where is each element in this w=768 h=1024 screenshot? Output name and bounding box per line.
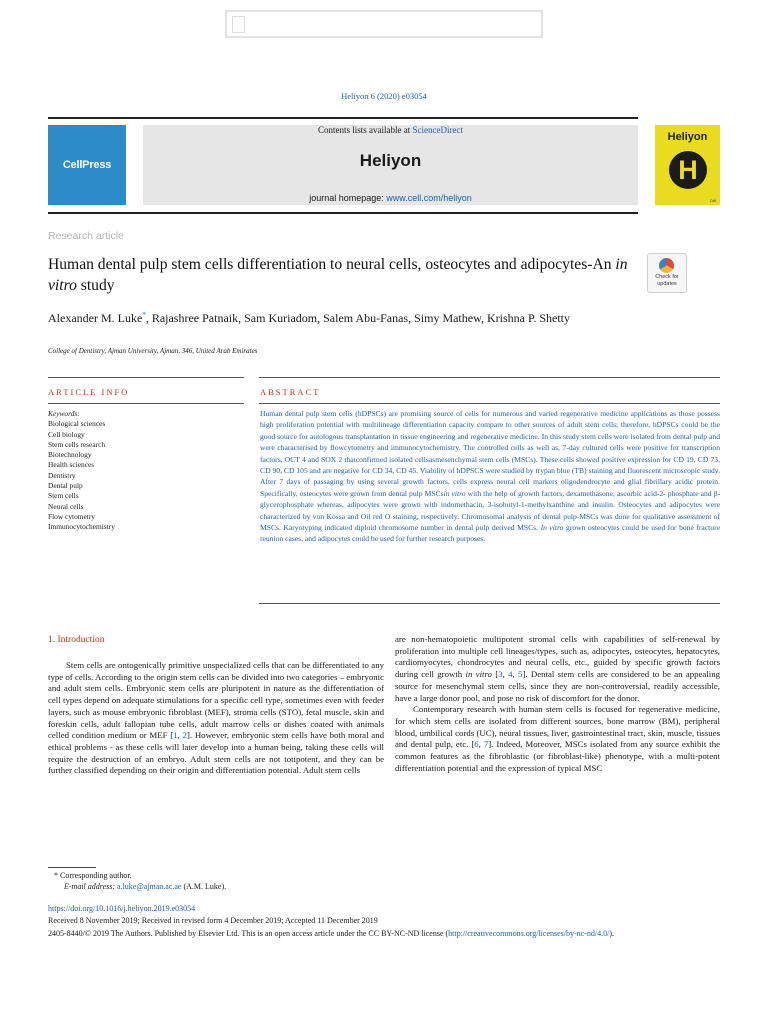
section-heading-introduction: 1. Introduction — [48, 635, 105, 645]
paragraph-text: are non-hematopoietic multipotent stromal cells with capabilities of self-renewal by proliferation into multiple cell lineages/types, such as, adipocytes, osteocytes, hepatocytes, cardiomyocytes, chondrocytes and neural cells, etc., guided by specific growth factors during cell growth — [395, 634, 720, 680]
citation-link[interactable]: 5 — [518, 669, 523, 680]
check-updates-icon — [659, 258, 674, 273]
cellpress-logo-text: CellPress — [62, 159, 112, 171]
abstract-text-3: grown osteocytes could be used for bone fracture reunion cases, and adipocytes could be used for further research purposes. — [260, 523, 720, 544]
journal-cover-image[interactable] — [655, 125, 720, 205]
header-bottom-rule — [48, 212, 638, 214]
sciencedirect-link[interactable]: ScienceDirect — [412, 125, 463, 135]
footnote-rule — [48, 867, 96, 868]
keyword: Stem cells research — [48, 439, 106, 449]
received-dates: Received 8 November 2019; Received in revised form 4 December 2019; Accepted 11 December 2019 — [48, 916, 378, 925]
citation-link[interactable]: 3 — [498, 669, 503, 680]
abstract-rule — [259, 403, 720, 404]
cellpress-logo[interactable] — [48, 125, 126, 205]
article-info-rule — [48, 403, 244, 404]
paragraph: Contemporary research with human stem cells is focused for regenerative medicine, for which stem cells are isolated from different sources, bone marrow (BM), peripheral blood, umbilical cords (UC), neural tissues, liver, gastrointestinal tract, skin, muscle, tissues and dental pulp, etc. [6, 7]. Indeed, Moreover, MSCs isolated from any source exhibit the common features as the fibroblastic (or fibroblast-like) phenotype, with a multi-potent differentiation potential and the expression of typical MSC — [395, 704, 720, 773]
citation-link[interactable]: 1 — [173, 730, 178, 741]
journal-name: Heliyon — [359, 151, 422, 170]
check-for-updates-badge[interactable] — [647, 253, 687, 293]
abstract-text-2: with the help of growth factors, dexamethasone, ascorbic acid-2- phosphate and β-glycerophosphate whereas, adipocytes were grown with indomethacin, 3-isobutyl-1-methylxanthine and insulin. Osteocytes and adipocytes were characterized by von Kossa and Oil red O staining, respectively. Chromosomal analysis of dental pulp-MSCs was done for qualitative assessment of MSCs. Karyotyping indicated diploid chromosome number in dental pulp derived MSCs. — [260, 488, 721, 533]
abstract-italic-2: In vitro — [540, 523, 564, 533]
paragraph-text: ]. Dental stem cells are considered to be an appealing source for mesenchymal stem cells, since they are non-controversial, readily accessible, have a large donor pool, and pose no risk of discomfort for the donor. — [395, 669, 721, 703]
title-part-2: study — [76, 277, 115, 294]
license-text: 2405-8440/© 2019 The Authors. Published by Elsevier Ltd. This is an open access article under the CC BY-NC-ND license ( — [48, 929, 449, 938]
placeholder-icon — [232, 16, 245, 33]
other-authors: , Rajashree Patnaik, Sam Kuriadom, Salem Abu-Fanas, Simy Mathew, Krishna P. Shetty — [145, 311, 570, 325]
heliyon-h-icon — [669, 151, 707, 189]
corresponding-author-note: * Corresponding author. — [54, 871, 132, 880]
contents-available-line — [143, 125, 638, 135]
first-author: Alexander M. Luke — [48, 311, 143, 325]
title-italic: in vitro — [48, 256, 628, 294]
check-updates-label: Check for updates — [655, 274, 679, 287]
license-link[interactable]: http://creativecommons.org/licenses/by-nc-nd/4.0/ — [448, 929, 610, 938]
email-footnote — [64, 882, 226, 891]
citation-link[interactable]: 2 — [182, 730, 187, 741]
keyword: Flow cytometry — [48, 511, 96, 521]
keyword: Health sciences — [48, 460, 95, 470]
abstract-italic-1: in vitro — [443, 488, 466, 498]
keyword: Neural cells — [48, 501, 84, 511]
keyword: Cell biology — [48, 429, 85, 439]
author-list — [48, 307, 648, 326]
citation-link[interactable]: 6 — [474, 739, 479, 750]
homepage-link[interactable]: www.cell.com/heliyon — [386, 193, 472, 203]
paragraph-text: [ — [491, 669, 499, 680]
corresponding-author-mark[interactable]: * — [142, 311, 146, 319]
doi-link[interactable]: https://doi.org/10.1016/j.heliyon.2019.e03054 — [48, 904, 196, 913]
abstract-heading: ABSTRACT — [260, 387, 321, 397]
keyword: Biotechnology — [48, 450, 92, 460]
cover-title: Heliyon — [667, 131, 708, 143]
keyword: Biological sciences — [48, 419, 106, 429]
article-title — [48, 254, 638, 296]
keyword: Dental pulp — [48, 481, 83, 491]
right-column — [395, 634, 720, 774]
article-type: Research article — [48, 230, 124, 242]
journal-homepage-line — [143, 193, 638, 203]
abstract-bottom-rule — [259, 603, 720, 604]
abstract-text — [260, 408, 720, 545]
paragraph: Stem cells are ontogenically primitive unspecialized cells that can be differentiated to any type of cells. According to the origin stem cells can be divided into two categories – embryonic and adult stem cells. Embryonic stem cells are pluripotent in nature as the differentiation of cell types depend on adequate stimulations for a specific cell type, sometimes even with feeder layers, such as mouse embryonic fibroblast (MEF), stroma cells (STO), fetal muscle, skin and foreskin cells, adult fallopian tube cells, adult marrow cells or dishes coated with animals celled condition medium or MEF [1, 2]. However, embryonic stem cells have both moral and ethical problems - as these cells will later develop into a human being, taking these cells will require the destruction of an embryo. Adult stem cells are not totipotent, and they can be further classified depending on their origin and differentiation potential. Adult stem cells — [48, 660, 384, 776]
top-placeholder-frame — [225, 10, 543, 38]
paragraph-text: Contemporary research with human stem cells is focused for regenerative medicine, for which stem cells are isolated from different sources, bone marrow (BM), peripheral blood, umbilical cords (UC), neural tissues, liver, gastrointestinal tract, skin, muscle, tissues and dental pulp, etc. [ — [395, 704, 720, 750]
keywords-label: Keywords: — [48, 409, 80, 418]
abstract-text-1: Human dental pulp stem cells (hDPSCs) are promising source of cells for numerous and varied regenerative medicine applications as those possess high proliferation potential with multilineage differentiation capacity compare to other sources of adult stem cells; therefore, hDPSCs could be the good source for autologous transplantation in tissue engineering and regenerative medicine. In this study stem cells were isolated from dental pulp and were characterised by flowcytometry and immunocytochemistry. The controlled cells as well as, 7-day cultured cells were positive for transcription factors, OCT 4 and SOX 2 thatconfirmed isolated cellsasmesenchymal stem cells (MSCs). These cells showed positive expression for CD 19, CD 73, CD 90, CD 105 and are negative for CD 34, CD 45. Viability of hDPSCS were studied by trypan blue (TB) staining and fluorescent microscopic study. After 7 days of passaging by using several growth factors, cells express neural cell markers oligodendrocyte and glial fibrillary acidic protein. Specifically, osteocytes were grown from dental pulp MSCs — [260, 409, 720, 498]
paragraph-italic: in vitro — [465, 669, 492, 680]
header-top-rule — [48, 117, 638, 119]
keyword: Immunocytochemistry — [48, 522, 115, 532]
left-column — [48, 660, 384, 777]
keyword: Dentistry — [48, 470, 76, 480]
paragraph: are non-hematopoietic multipotent stromal cells with capabilities of self-renewal by proliferation into multiple cell lineages/types, such as, adipocytes, osteocytes, hepatocytes, cardiomyocytes, chondrocytes and neural cells, etc., guided by specific growth factors during cell growth in vitro [3, 4, 5]. Dental stem cells are considered to be an appealing source for mesenchymal stem cells, since they are non-controversial, readily accessible, have a large donor pool, and pose no risk of discomfort for the donor. — [395, 634, 721, 703]
email-suffix: (A.M. Luke). — [181, 882, 227, 891]
license-end: ). — [609, 929, 614, 938]
paragraph-text: Stem cells are ontogenically primitive unspecialized cells that can be differentiated to any type of cells. According to the origin stem cells can be divided into two categories – embryonic and adult stem cells. Embryonic stem cells are pluripotent in nature as the differentiation of cell types depend on adequate stimulations for a specific cell type, sometimes even with feeder layers, such as mouse embryonic fibroblast (MEF), stroma cells (STO), fetal muscle, skin and foreskin cells, adult fallopian tube cells, adult marrow cells or dishes coated with animals celled condition medium or MEF [ — [48, 660, 384, 741]
title-part-1: Human dental pulp stem cells differentiation to neural cells, osteocytes and adipocytes-An — [48, 256, 616, 273]
license-statement — [48, 928, 720, 940]
keywords-block — [48, 409, 115, 533]
paragraph-text: ]. However, embryonic stem cells have both moral and ethical problems - as these cells will later develop into a human being, taking these cells will require the destruction of an embryo. Adult stem cells are not totipotent, and they can be further classified depending on their origin and differentiation potential. Adult stem cells — [48, 730, 384, 776]
citation-link[interactable]: 4 — [508, 669, 513, 680]
cover-footer: Cell — [709, 199, 716, 203]
keyword: Stem cells — [48, 491, 79, 501]
article-info-top-rule — [48, 377, 244, 378]
cover-letter: H — [678, 154, 698, 185]
paragraph-text: ]. Indeed, Moreover, MSCs isolated from any source exhibit the common features as the fibroblastic (or fibroblast-like) phenotype, with a multi-potent differentiation potential and the expression of typical MSC — [395, 739, 720, 773]
citation-link[interactable]: 7 — [483, 739, 489, 750]
journal-reference[interactable]: Heliyon 6 (2020) e03054 — [341, 91, 427, 101]
contents-prefix: Contents lists available at — [318, 125, 413, 135]
email-label: E-mail address: — [64, 882, 116, 891]
article-info-heading: ARTICLE INFO — [48, 387, 130, 397]
affiliation: College of Dentistry, Ajman University, Ajman, 346, United Arab Emirates — [48, 347, 258, 355]
email-link[interactable]: a.luke@ajman.ac.ae — [117, 882, 182, 891]
abstract-top-rule — [259, 377, 720, 378]
homepage-prefix: journal homepage: — [309, 193, 387, 203]
